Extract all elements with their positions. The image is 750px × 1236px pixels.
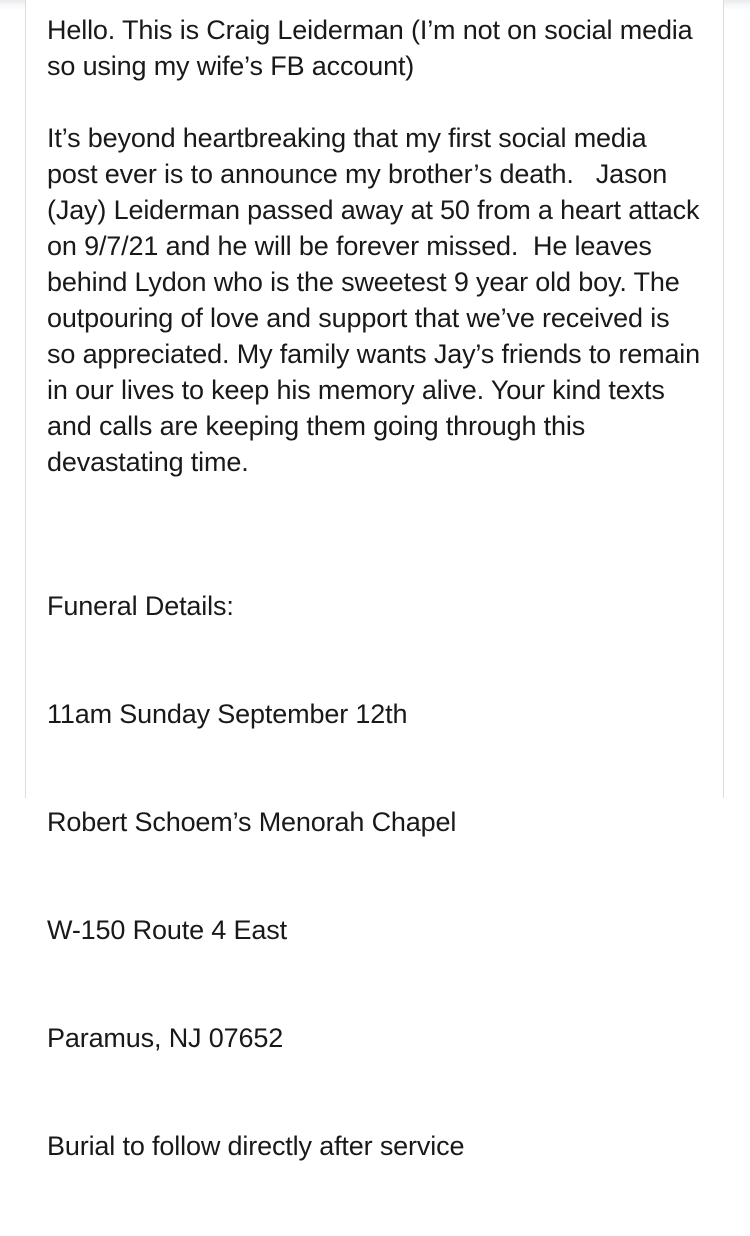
- funeral-details-block: [47, 516, 701, 1236]
- post-container: [26, 0, 723, 1161]
- post-body: [47, 12, 708, 1236]
- right-column-divider: [723, 0, 724, 798]
- funeral-details-city-state-zip: Paramus, NJ 07652: [47, 1023, 284, 1053]
- funeral-details-heading: Funeral Details:: [47, 591, 234, 621]
- post-paragraph-intro: Hello. This is Craig Leiderman (I’m not on social media so using my wife’s FB account): [47, 15, 700, 81]
- post-paragraph-memorial: It’s beyond heartbreaking that my first social media post ever is to announce my brother’s death. Jason (Jay) Leiderman passed away at 50 from a heart attack on 9/7/21 and he will be forever missed. He leaves behind Lydon who is the sweetest 9 year old boy. The outpouring of love and support that we’ve received is so appreciated. My family wants Jay’s friends to remain in our lives to keep his memory alive. Your kind texts and calls are keeping them going through this devastating time.: [47, 123, 708, 477]
- funeral-details-burial-note: Burial to follow directly after service: [47, 1131, 465, 1161]
- funeral-details-time: 11am Sunday September 12th: [47, 699, 408, 729]
- funeral-details-venue: Robert Schoem’s Menorah Chapel: [47, 807, 457, 837]
- funeral-details-street: W-150 Route 4 East: [47, 915, 287, 945]
